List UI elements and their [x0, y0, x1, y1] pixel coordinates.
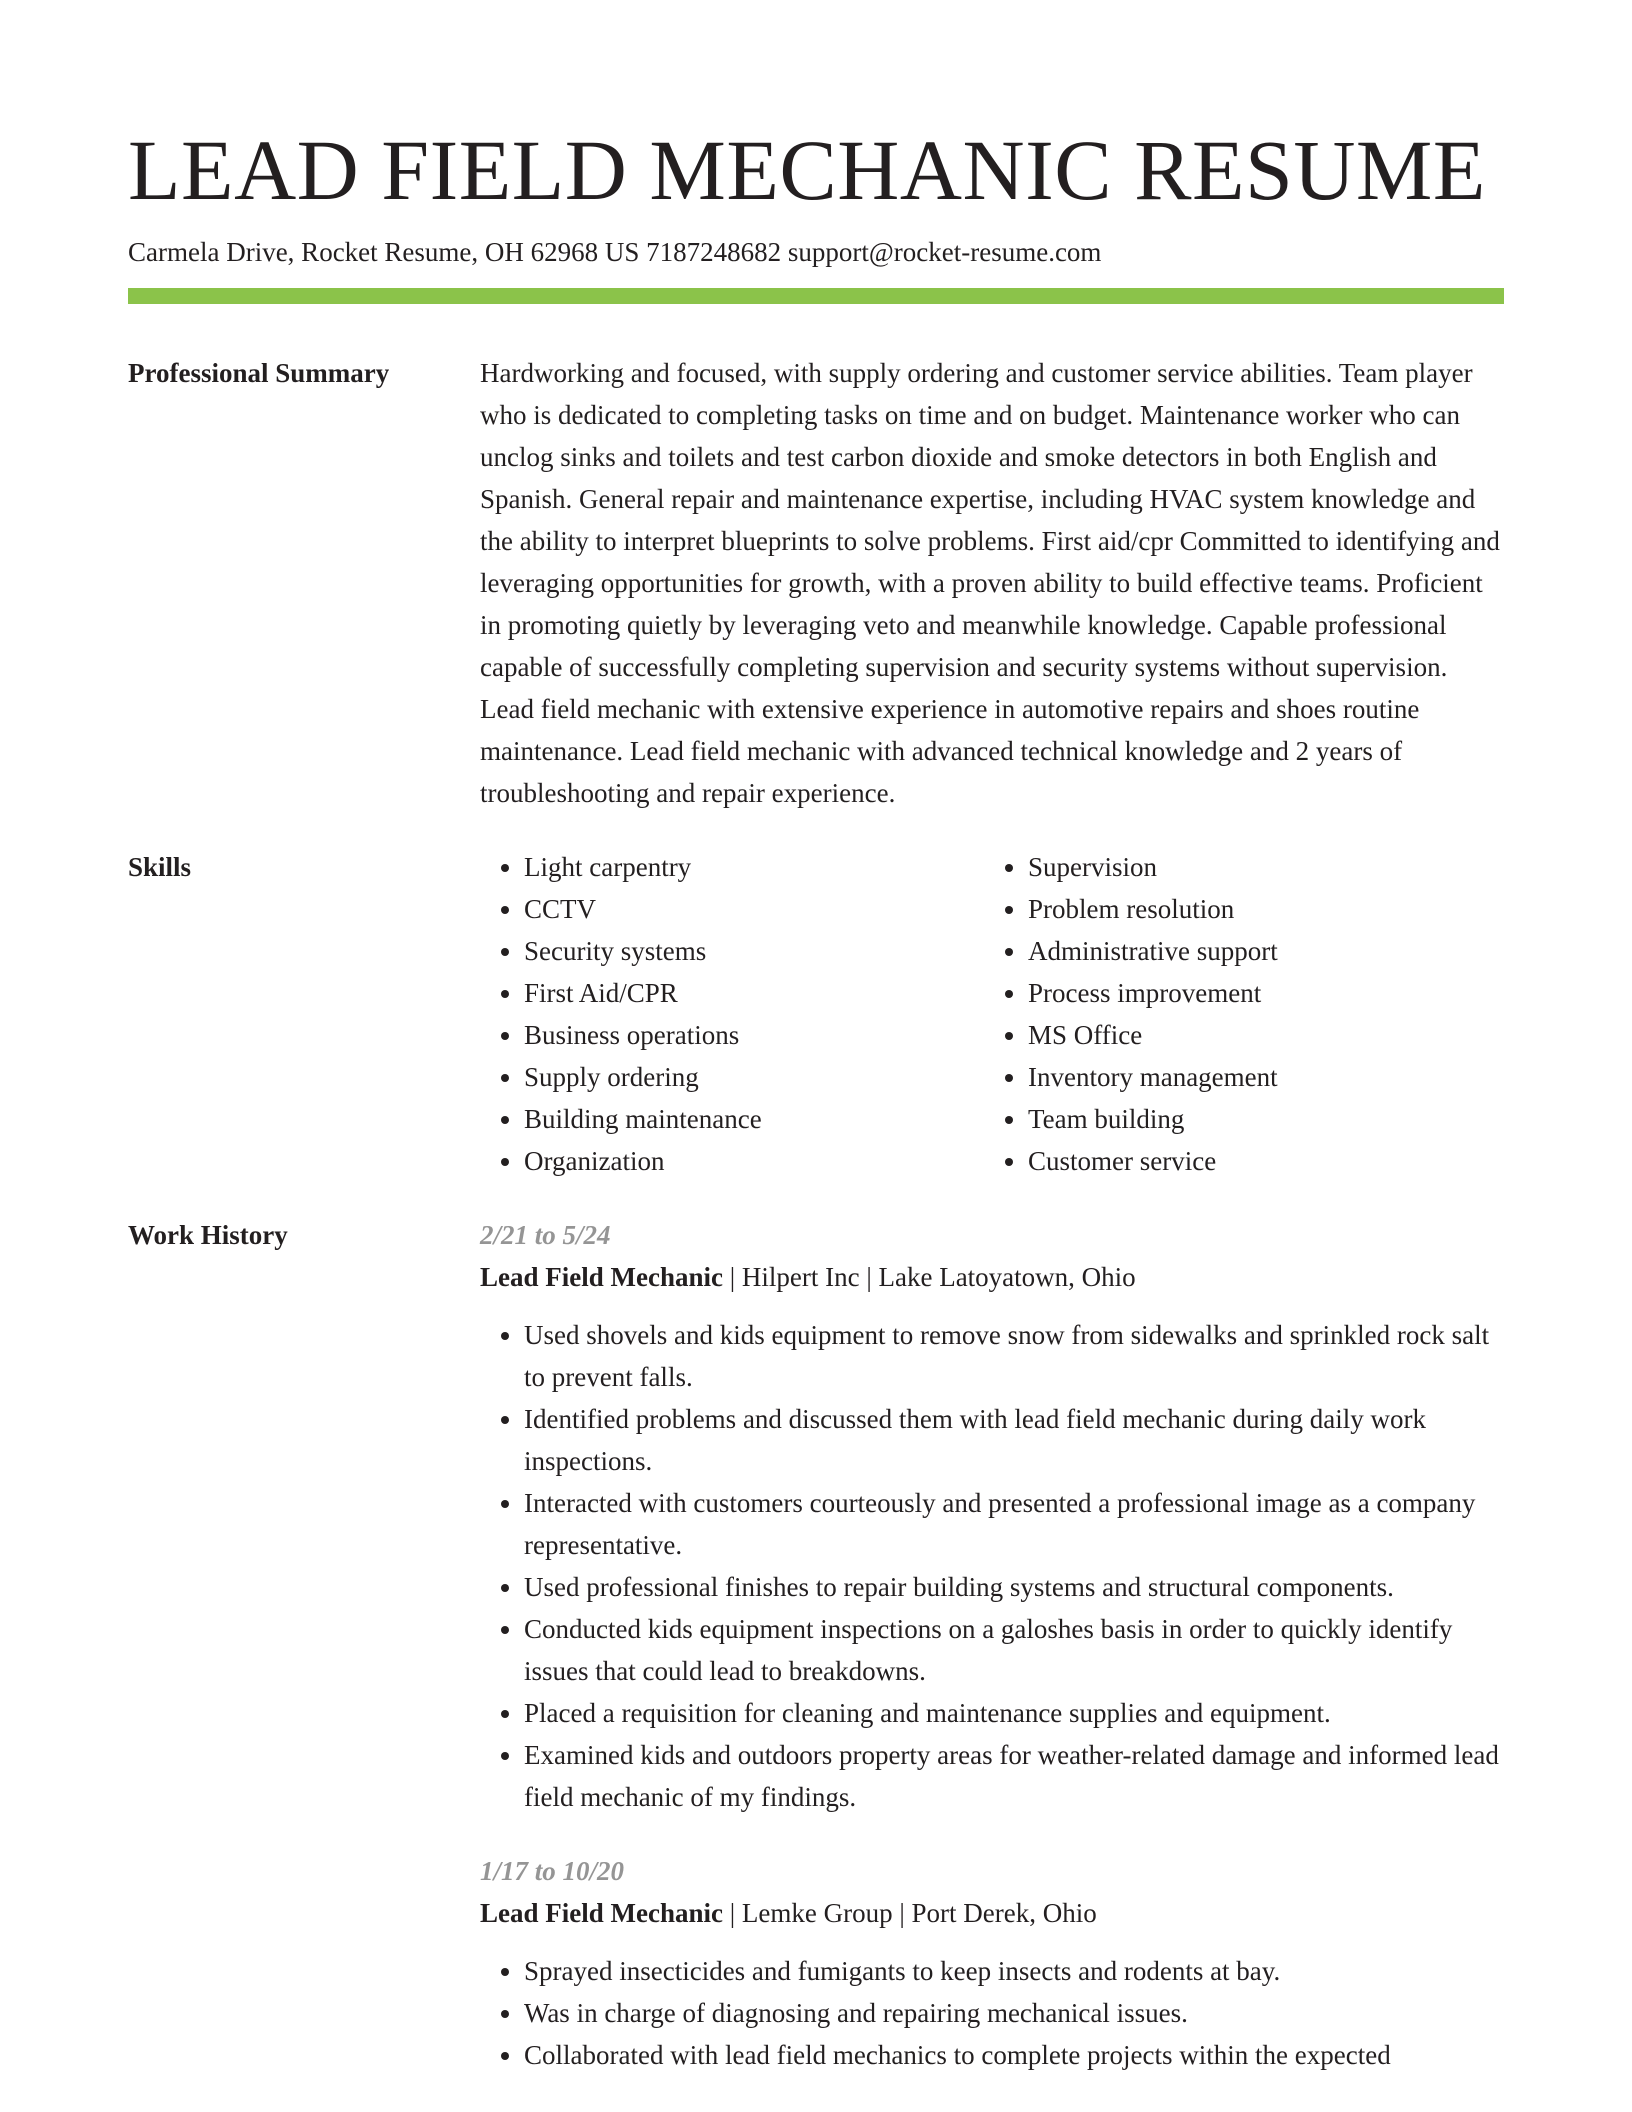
skill-item: • Business operations [524, 1014, 984, 1056]
skill-item: • CCTV [524, 888, 984, 930]
job-heading [480, 1256, 1504, 1298]
skill-item: • Process improvement [1028, 972, 1488, 1014]
skill-item: • Administrative support [1028, 930, 1488, 972]
job-bullet-list [480, 1950, 1504, 2076]
job-title: Lead Field Mechanic [480, 1898, 723, 1928]
section-label-work-history: Work History [128, 1220, 288, 1250]
job-bullet: • Examined kids and outdoors property areas for weather-related damage and informed lead field mechanic of my findings. [524, 1734, 1504, 1818]
section-label-summary: Professional Summary [128, 358, 390, 388]
skill-item: • Supervision [1028, 846, 1488, 888]
job-bullet: • Identified problems and discussed them with lead field mechanic during daily work inspections. [524, 1398, 1504, 1482]
job-bullet-list [480, 1314, 1504, 1818]
skill-item: • Light carpentry [524, 846, 984, 888]
job-bullet: • Collaborated with lead field mechanics to complete projects within the expected [524, 2034, 1504, 2076]
skill-item: • Problem resolution [1028, 888, 1488, 930]
job-list [480, 1214, 1504, 2076]
skill-item: • Building maintenance [524, 1098, 984, 1140]
job-entry [480, 1214, 1504, 1818]
resume-page [128, 118, 1504, 2076]
skill-item: • Inventory management [1028, 1056, 1488, 1098]
summary-text: Hardworking and focused, with supply ordering and customer service abilities. Team player who is dedicated to completing tasks on time and on budget. Maintenance worker who can unclog sinks and toilets and test carbon dioxide and smoke detectors in both English and Spanish. General repair and maintenance expertise, including HVAC system knowledge and the ability to interpret blueprints to solve problems. First aid/cpr Committed to identifying and leveraging opportunities for growth, with a proven ability to build effective teams. Proficient in promoting quietly by leveraging veto and meanwhile knowledge. Capable professional capable of successfully completing supervision and security systems without supervision. Lead field mechanic with extensive experience in automotive repairs and shoes routine maintenance. Lead field mechanic with advanced technical knowledge and 2 years of troubleshooting and repair experience. [480, 358, 1500, 808]
job-company-location: | Lemke Group | Port Derek, Ohio [722, 1898, 1097, 1928]
skill-item: • MS Office [1028, 1014, 1488, 1056]
skills-list-right [984, 846, 1488, 1182]
job-bullet: • Placed a requisition for cleaning and maintenance supplies and equipment. [524, 1692, 1504, 1734]
job-bullet: • Used professional finishes to repair building systems and structural components. [524, 1566, 1504, 1608]
skills-list-left [480, 846, 984, 1182]
skill-item: • Customer service [1028, 1140, 1488, 1182]
skills-section [128, 846, 1504, 1182]
skill-item: • First Aid/CPR [524, 972, 984, 1014]
skills-columns [480, 846, 1504, 1182]
job-heading [480, 1892, 1504, 1934]
job-dates: 2/21 to 5/24 [480, 1220, 611, 1250]
job-company-location: | Hilpert Inc | Lake Latoyatown, Ohio [722, 1262, 1136, 1292]
accent-divider [128, 288, 1504, 304]
summary-section [128, 352, 1504, 814]
section-label-skills: Skills [128, 852, 192, 882]
job-entry [480, 1850, 1504, 2076]
job-title: Lead Field Mechanic [480, 1262, 723, 1292]
skill-item: • Supply ordering [524, 1056, 984, 1098]
job-bullet: • Sprayed insecticides and fumigants to keep insects and rodents at bay. [524, 1950, 1504, 1992]
work-history-section [128, 1214, 1504, 2076]
job-bullet: • Was in charge of diagnosing and repairing mechanical issues. [524, 1992, 1504, 2034]
skill-item: • Organization [524, 1140, 984, 1182]
job-dates: 1/17 to 10/20 [480, 1856, 625, 1886]
job-bullet: • Used shovels and kids equipment to remove snow from sidewalks and sprinkled rock salt to prevent falls. [524, 1314, 1504, 1398]
skill-item: • Team building [1028, 1098, 1488, 1140]
job-bullet: • Conducted kids equipment inspections on a galoshes basis in order to quickly identify issues that could lead to breakdowns. [524, 1608, 1504, 1692]
contact-line: Carmela Drive, Rocket Resume, OH 62968 US 7187248682 support@rocket-resume.com [128, 237, 1102, 267]
resume-title: LEAD FIELD MECHANIC RESUME [128, 122, 1486, 218]
job-bullet: • Interacted with customers courteously and presented a professional image as a company representative. [524, 1482, 1504, 1566]
skill-item: • Security systems [524, 930, 984, 972]
